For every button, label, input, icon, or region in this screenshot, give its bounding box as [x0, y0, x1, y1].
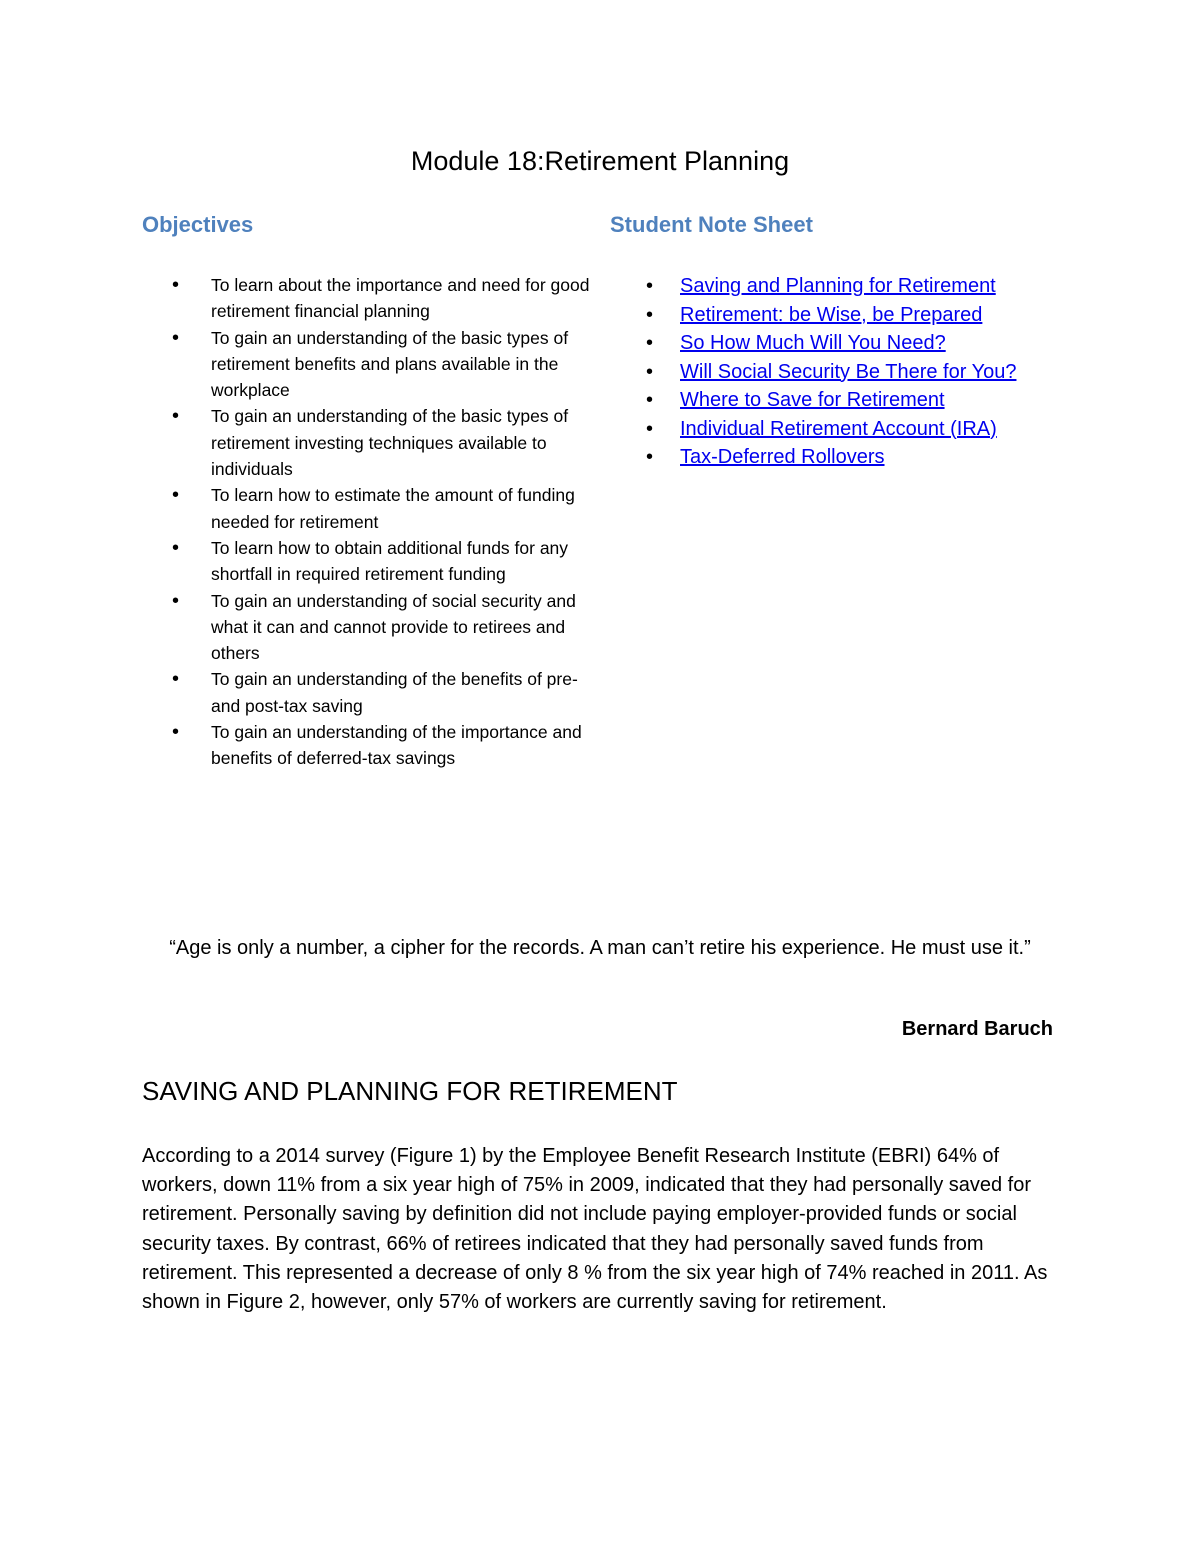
link-ira[interactable]: Individual Retirement Account (IRA) — [680, 417, 997, 440]
note-sheet-item — [610, 272, 1070, 301]
note-sheet-heading: Student Note Sheet — [610, 212, 813, 237]
objectives-heading: Objectives — [142, 212, 254, 237]
note-sheet-links — [610, 272, 1070, 472]
objective-item: • To learn how to obtain additional funds for any shortfall in required retirement funding — [142, 535, 601, 588]
objective-item: • To gain an understanding of social security and what it can and cannot provide to retirees and others — [142, 588, 601, 667]
link-social-security[interactable]: Will Social Security Be There for You? — [680, 360, 1017, 383]
quote-text: “Age is only a number, a cipher for the records. A man can’t retire his experience. He must use it.” — [169, 937, 1031, 959]
link-be-wise-be-prepared[interactable]: Retirement: be Wise, be Prepared — [680, 303, 983, 326]
objectives-list — [142, 272, 602, 772]
section-title: SAVING AND PLANNING FOR RETIREMENT — [142, 1076, 678, 1106]
quote-author: Bernard Baruch — [901, 1018, 1053, 1040]
link-how-much-will-you-need[interactable]: So How Much Will You Need? — [680, 332, 946, 354]
note-sheet-item — [610, 329, 1070, 358]
link-saving-and-planning[interactable]: Saving and Planning for Retirement — [680, 275, 996, 297]
objective-item: • To learn about the importance and need for good retirement financial planning — [142, 272, 601, 325]
page-title: Module 18:Retirement Planning — [410, 146, 790, 176]
objective-item: • To gain an understanding of the basic types of retirement investing techniques available to individuals — [142, 403, 601, 482]
objective-item: • To gain an understanding of the basic types of retirement benefits and plans available in the workplace — [142, 325, 601, 404]
note-sheet-item — [610, 301, 1070, 330]
body-paragraph: According to a 2014 survey (Figure 1) by the Employee Benefit Research Institute (EBRI) 64% of workers, down 11% from a six year high of 75% in 2009, indicated that they had personally saved for retirement. Personally saving by definition did not include paying employer-provided funds or social security taxes. By contrast, 66% of retirees indicated that they had personally saved funds from retirement. This represented a decrease of only 8 % from the six year high of 74% reached in 2011. As shown in Figure 2, however, only 57% of workers are currently saving for retirement. — [142, 1145, 1048, 1314]
note-sheet-item — [610, 415, 1070, 444]
note-sheet-item — [610, 443, 1070, 472]
note-sheet-item — [610, 386, 1070, 415]
objective-item: • To gain an understanding of the benefits of pre- and post-tax saving — [142, 666, 601, 719]
objectives-column — [142, 210, 602, 772]
objective-item: • To learn how to estimate the amount of funding needed for retirement — [142, 482, 601, 535]
objective-item: • To gain an understanding of the importance and benefits of deferred-tax savings — [142, 719, 601, 772]
link-tax-deferred-rollovers[interactable]: Tax-Deferred Rollovers — [680, 446, 885, 468]
note-sheet-item — [610, 358, 1070, 387]
link-where-to-save[interactable]: Where to Save for Retirement — [680, 389, 945, 411]
note-sheet-column — [610, 210, 1070, 472]
